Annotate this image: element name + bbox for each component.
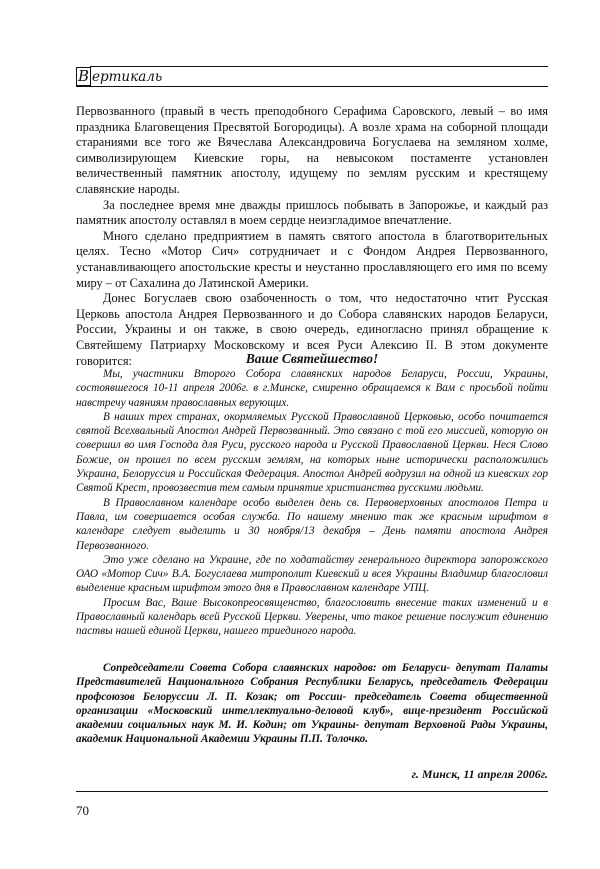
letter-paragraph: Это уже сделано на Украине, где по ходатайству генерального директора запорожского ОАО «Мотор Сич» В.А. Богуслаева митрополит Киевский и всея Украины Владимир благословил выделение красным шрифтом этого дня в Православном календаре УПЦ. [76, 553, 548, 595]
letter-body [76, 367, 548, 639]
main-text [76, 104, 548, 369]
page-number: 70 [76, 803, 89, 818]
paragraph: За последнее время мне дважды пришлось побывать в Запорожье, и каждый раз памятник апостолу оставлял в моем сердце неизгладимое впечатление. [76, 197, 548, 228]
header-top-rule [90, 66, 548, 67]
logo-initial-box [76, 67, 91, 86]
running-header [76, 62, 548, 88]
letter-paragraph: В Православном календаре особо выделен день св. Первоверховных апостолов Петра и Павла, им совершается особая служба. По нашему мнению так же красным шрифтом в календаре следует выделить и 30 ноября/13 декабря – День памяти апостола Андрея Первозванного. [76, 496, 548, 552]
logo-initial-letter: В [77, 67, 90, 85]
letter-salutation: Ваше Святейшество! [245, 351, 379, 366]
journal-title: ертикаль [92, 69, 163, 85]
footer-rule [76, 791, 548, 792]
letter-paragraph: В наших трех странах, окормляемых Русской Православной Церковью, особо почитается святой Всехвальный Апостол Андрей Первозванный. Это связано с той его миссией, которую он совершил во имя Господа для Руси, русского народа и Русской Православной Церкви. Неся Слово Божие, он прошел по всем русским землям, на которых ныне исторически расположились Украина, Белоруссия и Российская Федерация. Апостол Андрей водрузил на одной из киевских гор Святой Крест, провозвестив тем самым принятие христианства русскими людьми. [76, 410, 548, 495]
header-rule [76, 86, 548, 87]
letter-paragraph: Мы, участники Второго Собора славянских народов Беларуси, России, Украины, состоявшегося 10-11 апреля 2006г. в г.Минске, смиренно обращаемся к Вам с просьбой пойти навстречу чаяниям православных верующих. [76, 368, 548, 409]
letter-signatories [76, 661, 548, 747]
paragraph: Первозванного (правый в честь преподобного Серафима Саровского, левый – во имя праздника Благовещения Пресвятой Богородицы). А возле храма на соборной площади стараниями все того же Вячеслава Александровича Богуслаева на земляном холме, символизирующем Киевские горы, на невысоком постаменте установлен величественный памятник апостолу, идущему по землям русским и крестящему славянские народы. [76, 104, 548, 196]
letter-date: г. Минск, 11 апреля 2006г. [411, 767, 548, 781]
signatories-paragraph: Сопредседатели Совета Собора славянских народов: от Беларуси- депутат Палаты Представителей Национального Собрания Республики Беларусь, председатель Федерации профсоюзов Белоруссии Л. П. Козак; от России- председатель Совета общественной организации «Московский интеллектуально-деловой клуб», вице-президент Российской академии социальных наук М. И. Кодин; от Украины- депутат Верховной Рады Украины, академик Национальной Академии Украины П.П. Толочко. [76, 662, 548, 746]
letter-paragraph: Просим Вас, Ваше Высокопреосвященство, благословить внесение таких изменений и в Православный календарь всей Русской Церкви. Уверены, что такое решение послужит единению паствы нашей единой Церкви, нашего триединого народа. [76, 596, 548, 638]
paragraph: Донес Богуслаев свою озабоченность о том, что недостаточно чтит Русская Церковь апостола Андрея Первозванного и до Собора славянских народов Беларуси, России, Украины и он также, в свою очередь, единогласно принял обращение к Святейшему Патриарху Московскому и всея Руси Алексию II. В этом документе говорится: [76, 291, 548, 368]
paragraph: Много сделано предприятием в память святого апостола в благотворительных целях. Тесно «Мотор Сич» сотрудничает и с Фондом Андрея Первозванного, устанавливающего апостольские кресты и неустанно прославляющего его имя по всему миру – от Сахалина до Латинской Америки. [76, 228, 548, 290]
